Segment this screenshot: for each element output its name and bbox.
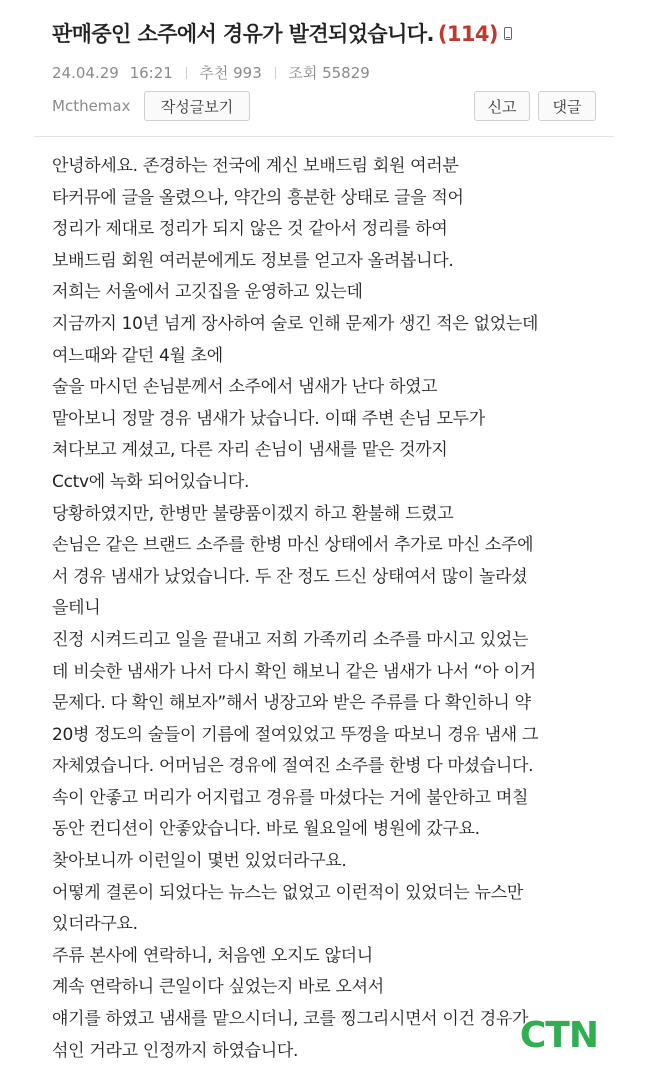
post-body-line: 20병 정도의 술들이 기름에 절여있었고 뚜껑을 따보니 경유 냄새 그 (52, 724, 539, 745)
post-body-line: 지금까지 10년 넘게 장사하여 술로 인해 문제가 생긴 적은 없었는데 (52, 313, 539, 334)
comment-count[interactable]: (114) (437, 22, 498, 46)
post-body-line: 타커뮤에 글을 올렸으나, 약간의 흥분한 상태로 글을 적어 (52, 187, 464, 208)
post-body-line: 보배드림 회원 여러분에게도 정보를 얻고자 올려봅니다. (52, 250, 454, 271)
post-header (34, 0, 614, 137)
post-body-line: 여느때와 같던 4월 초에 (52, 345, 223, 366)
mobile-icon (504, 27, 512, 40)
post-body-line: 술을 마시던 손님분께서 소주에서 냄새가 난다 하였고 (52, 377, 438, 398)
post-body-line: 문제다. 다 확인 해보자”해서 냉장고와 받은 주류를 다 확인하니 약 (52, 693, 531, 714)
post-body-line: 속이 안좋고 머리가 어지럽고 경유를 마셨다는 거에 불안하고 며칠 (52, 787, 529, 808)
post-body-line: 데 비슷한 냄새가 나서 다시 확인 해보니 같은 냄새가 나서 “아 이거 (52, 661, 536, 682)
post-body-line: 찾아보니까 이런일이 몇번 있었더라구요. (52, 851, 347, 872)
post-body-line: 동안 컨디션이 안좋았습니다. 바로 월요일에 병원에 갔구요. (52, 819, 480, 840)
post-meta (52, 62, 370, 83)
post-body-line: 안녕하세요. 존경하는 전국에 계신 보배드림 회원 여러분 (52, 156, 459, 176)
post-body-line: 어떻게 결론이 되었다는 뉴스는 없었고 이런적이 있었더는 뉴스만 (52, 882, 524, 903)
post-title: 판매중인 소주에서 경유가 발견되었습니다. (52, 22, 434, 46)
post-body-line: 손님은 같은 브랜드 소주를 한병 마신 상태에서 추가로 마신 소주에 (52, 535, 534, 556)
post-body-line: 얘기를 하였고 냄새를 맡으시더니, 코를 찡그리시면서 이건 경유가 (52, 1009, 529, 1030)
meta-divider (275, 67, 276, 79)
view-count: 조회 55829 (288, 64, 370, 82)
post-body-line: 자체였습니다. 어머님은 경유에 절여진 소주를 한병 다 마셨습니다. (52, 756, 534, 777)
post-body (52, 151, 622, 1067)
post-body-line: 계속 연락하니 큰일이다 싶었는지 바로 오셔서 (52, 977, 384, 998)
post-body-line: 당황하였지만, 한병만 불량품이겠지 하고 환불해 드렸고 (52, 503, 454, 524)
post-body-line: Cctv에 녹화 되어있습니다. (52, 471, 250, 492)
post-date: 24.04.29 (52, 64, 119, 82)
post-title-row (52, 18, 512, 48)
post-body-line: 을테니 (52, 598, 101, 619)
post-body-line: 저희는 서울에서 고깃집을 운영하고 있는데 (52, 282, 363, 303)
recommend-count: 추천 993 (199, 64, 262, 82)
report-button[interactable]: 신고 (474, 91, 530, 121)
post-body-line: 주류 본사에 연락하니, 처음엔 오지도 않더니 (52, 945, 373, 966)
post-body-line: 섞인 거라고 인정까지 하였습니다. (52, 1040, 299, 1061)
post-body-line: 서 경유 냄새가 났었습니다. 두 잔 정도 드신 상태여서 많이 놀라셨 (52, 566, 528, 587)
view-author-posts-button[interactable]: 작성글보기 (144, 91, 250, 121)
post-body-line: 있더라구요. (52, 914, 138, 935)
post-body-line: 정리가 제대로 정리가 되지 않은 것 같아서 정리를 하여 (52, 219, 448, 240)
meta-divider (186, 67, 187, 79)
post-body-line: 진정 시켜드리고 일을 끝내고 저희 가족끼리 소주를 마시고 있었는 (52, 629, 529, 650)
post-body-line: 맡아보니 정말 경유 냄새가 났습니다. 이때 주변 손님 모두가 (52, 408, 485, 429)
post-time: 16:21 (129, 64, 173, 82)
author-name[interactable]: Mcthemax (52, 97, 131, 115)
comment-button[interactable]: 댓글 (538, 91, 596, 121)
post-body-line: 쳐다보고 계셨고, 다른 자리 손님이 냄새를 맡은 것까지 (52, 440, 448, 461)
ctn-watermark-logo: CTN (519, 1015, 598, 1056)
